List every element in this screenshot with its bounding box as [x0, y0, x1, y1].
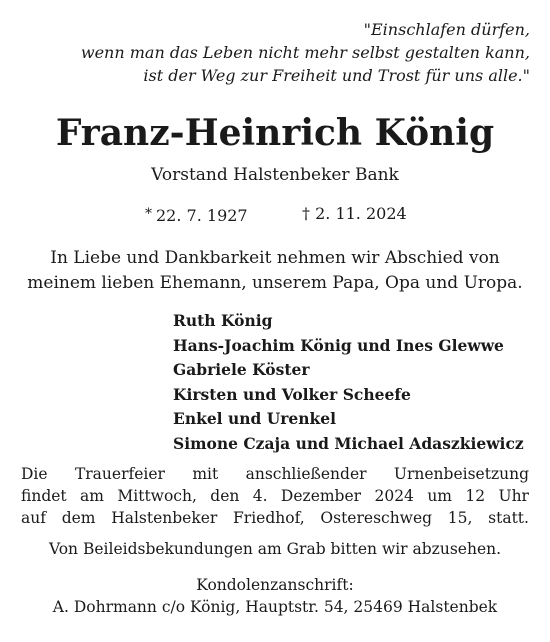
- birth-symbol: *: [145, 206, 152, 222]
- word: am: [80, 487, 104, 505]
- word: Die: [21, 465, 48, 483]
- farewell-text: [0, 246, 550, 296]
- word: 15,: [447, 509, 473, 527]
- epigraph-quote: [10, 18, 530, 87]
- word: dem: [61, 509, 96, 527]
- word: 2024: [374, 487, 414, 505]
- word: um: [427, 487, 452, 505]
- quote-line: wenn man das Leben nicht mehr selbst gestalten kann,: [80, 43, 530, 62]
- service-line: [21, 507, 529, 529]
- word: Ostereschweg: [320, 509, 433, 527]
- mourner: Hans-Joachim König und Ines Glewwe: [173, 335, 504, 355]
- quote-line: ist der Weg zur Freiheit und Trost für uns alle.": [143, 66, 530, 85]
- word: Urnenbeisetzung: [393, 465, 529, 483]
- condolence-declined-note: Von Beileidsbekundungen am Grab bitten wir abzusehen.: [48, 540, 502, 558]
- word: 4.: [252, 487, 268, 505]
- birth-date: [145, 202, 248, 228]
- death-date: [302, 202, 407, 226]
- word: den: [210, 487, 240, 505]
- mourners-list: [173, 309, 524, 457]
- mourner: Ruth König: [173, 311, 273, 330]
- farewell-line: In Liebe und Dankbarkeit nehmen wir Abschied von: [50, 248, 500, 268]
- mourner: Simone Czaja und Michael Adaszkiewicz: [173, 433, 524, 453]
- word: Mittwoch,: [117, 487, 197, 505]
- word: findet: [21, 487, 67, 505]
- funeral-service-info: [21, 463, 529, 529]
- word: mit: [192, 465, 219, 483]
- quote-line: "Einschlafen dürfen,: [363, 20, 530, 39]
- mourner: Enkel und Urenkel: [173, 409, 337, 429]
- deceased-name: Franz-Heinrich König: [55, 112, 495, 154]
- word: Dezember: [280, 487, 362, 505]
- mourner: Kirsten und Volker Scheefe: [173, 384, 411, 404]
- death-date-value: 2. 11. 2024: [315, 204, 407, 223]
- death-symbol: †: [302, 204, 310, 223]
- service-line: [21, 485, 529, 507]
- word: Friedhof,: [233, 509, 305, 527]
- farewell-line: meinem lieben Ehemann, unserem Papa, Opa und Uropa.: [27, 273, 523, 293]
- word: auf: [21, 509, 46, 527]
- condolence-address-label: Kondolenzanschrift:: [196, 576, 354, 594]
- mourner: Gabriele Köster: [173, 360, 310, 380]
- word: 12: [465, 487, 486, 505]
- word: anschließender: [245, 465, 367, 483]
- word: statt.: [488, 509, 529, 527]
- service-line: [21, 463, 529, 485]
- word: Halstenbeker: [111, 509, 218, 527]
- word: Trauerfeier: [74, 465, 165, 483]
- condolence-address: A. Dohrmann c/o König, Hauptstr. 54, 25469 Halstenbek: [52, 598, 498, 616]
- word: Uhr: [498, 487, 529, 505]
- birth-date-value: 22. 7. 1927: [156, 206, 248, 225]
- deceased-role: Vorstand Halstenbeker Bank: [151, 165, 399, 185]
